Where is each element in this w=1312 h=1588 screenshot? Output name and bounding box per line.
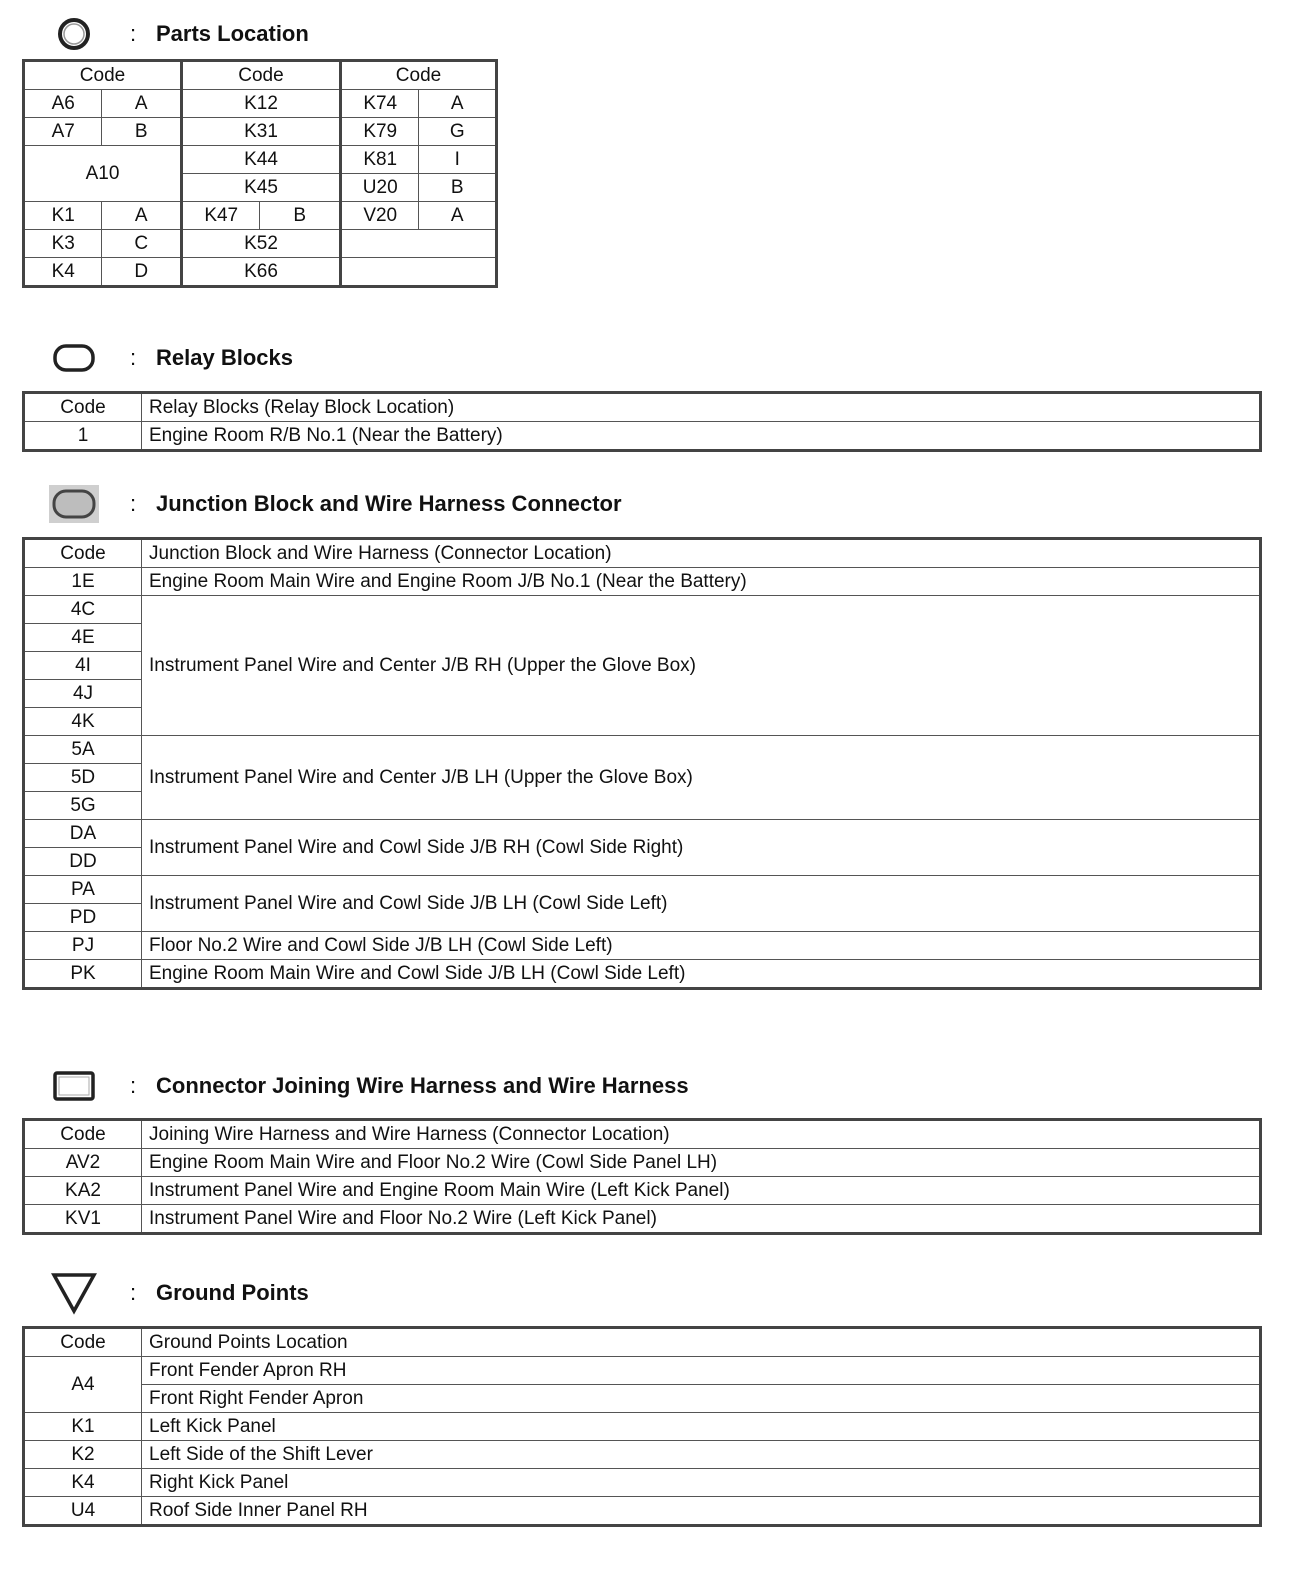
code-cell: 5D xyxy=(24,764,142,792)
table-header-row xyxy=(24,393,1261,422)
rounded-rect-outline-icon xyxy=(48,338,100,378)
table-row xyxy=(24,960,1261,989)
code-cell: K45 xyxy=(181,174,340,202)
code-cell: K44 xyxy=(181,146,340,174)
code-cell: KV1 xyxy=(24,1205,142,1234)
column-header: Code xyxy=(24,1328,142,1357)
section-colon: : xyxy=(130,1280,137,1305)
code-cell: K31 xyxy=(181,118,340,146)
description-cell: Left Side of the Shift Lever xyxy=(142,1441,1261,1469)
code-cell: A4 xyxy=(24,1357,142,1413)
section-title: Relay Blocks xyxy=(156,345,293,370)
column-header: Code xyxy=(24,393,142,422)
code-cell: K12 xyxy=(181,90,340,118)
section-title: Junction Block and Wire Harness Connector xyxy=(156,491,622,516)
table-row xyxy=(24,1149,1261,1177)
description-cell: Floor No.2 Wire and Cowl Side J/B LH (Cowl Side Left) xyxy=(142,932,1261,960)
code-cell: A10 xyxy=(24,146,182,202)
location-cell: A xyxy=(419,202,497,230)
description-cell: Right Kick Panel xyxy=(142,1469,1261,1497)
table-row xyxy=(24,932,1261,960)
triangle-down-icon xyxy=(48,1273,100,1313)
code-cell: K74 xyxy=(340,90,418,118)
relay-blocks-header xyxy=(48,338,293,378)
connector-joining-header xyxy=(48,1066,689,1106)
table-row xyxy=(24,736,1261,764)
description-cell: Instrument Panel Wire and Cowl Side J/B LH (Cowl Side Left) xyxy=(142,876,1261,932)
column-header: Relay Blocks (Relay Block Location) xyxy=(142,393,1261,422)
parts-location-header xyxy=(48,14,309,54)
table-header-row xyxy=(24,1328,1261,1357)
section-title: Parts Location xyxy=(156,21,309,46)
code-cell: KA2 xyxy=(24,1177,142,1205)
table-row xyxy=(24,90,497,118)
code-cell: DD xyxy=(24,848,142,876)
table-row xyxy=(24,146,497,174)
description-cell: Instrument Panel Wire and Floor No.2 Wire (Left Kick Panel) xyxy=(142,1205,1261,1234)
location-cell: B xyxy=(260,202,341,230)
table-row xyxy=(24,230,497,258)
column-header: Code xyxy=(24,539,142,568)
table-row xyxy=(24,422,1261,451)
location-cell: B xyxy=(102,118,182,146)
code-cell: PA xyxy=(24,876,142,904)
table-row xyxy=(24,1469,1261,1497)
code-cell: V20 xyxy=(340,202,418,230)
description-cell: Front Right Fender Apron xyxy=(142,1385,1261,1413)
table-row xyxy=(24,1177,1261,1205)
table-row xyxy=(24,596,1261,624)
location-cell: G xyxy=(419,118,497,146)
parts-location-table xyxy=(22,59,498,288)
code-cell: 1E xyxy=(24,568,142,596)
code-cell: K1 xyxy=(24,1413,142,1441)
column-header: Junction Block and Wire Harness (Connector Location) xyxy=(142,539,1261,568)
section-title: Ground Points xyxy=(156,1280,309,1305)
code-cell: K47 xyxy=(181,202,259,230)
location-cell: A xyxy=(102,202,182,230)
table-row xyxy=(24,1441,1261,1469)
column-header: Ground Points Location xyxy=(142,1328,1261,1357)
table-row xyxy=(24,876,1261,904)
column-header: Code xyxy=(340,61,496,90)
section-colon: : xyxy=(130,491,137,516)
code-cell: K52 xyxy=(181,230,340,258)
junction-block-table xyxy=(22,537,1262,990)
location-cell: A xyxy=(419,90,497,118)
section-title: Connector Joining Wire Harness and Wire Harness xyxy=(156,1073,689,1098)
table-header-row xyxy=(24,539,1261,568)
code-cell: AV2 xyxy=(24,1149,142,1177)
column-header: Code xyxy=(24,1120,142,1149)
description-cell: Instrument Panel Wire and Center J/B LH (Upper the Glove Box) xyxy=(142,736,1261,820)
code-cell: K4 xyxy=(24,1469,142,1497)
shaded-rounded-rect-icon xyxy=(48,484,100,524)
ground-points-table xyxy=(22,1326,1262,1527)
location-cell: B xyxy=(419,174,497,202)
code-cell: K79 xyxy=(340,118,418,146)
location-cell: C xyxy=(102,230,182,258)
location-cell: A xyxy=(102,90,182,118)
code-cell: U20 xyxy=(340,174,418,202)
description-cell: Engine Room R/B No.1 (Near the Battery) xyxy=(142,422,1261,451)
empty-cell xyxy=(340,230,496,258)
column-header: Code xyxy=(181,61,340,90)
column-header: Joining Wire Harness and Wire Harness (Connector Location) xyxy=(142,1120,1261,1149)
description-cell: Roof Side Inner Panel RH xyxy=(142,1497,1261,1526)
rect-outline-icon xyxy=(48,1066,100,1106)
description-cell: Left Kick Panel xyxy=(142,1413,1261,1441)
code-cell: U4 xyxy=(24,1497,142,1526)
relay-blocks-table xyxy=(22,391,1262,452)
code-cell: 4C xyxy=(24,596,142,624)
location-cell: D xyxy=(102,258,182,287)
code-cell: 5A xyxy=(24,736,142,764)
code-cell: PK xyxy=(24,960,142,989)
code-cell: 4E xyxy=(24,624,142,652)
description-cell: Instrument Panel Wire and Center J/B RH (Upper the Glove Box) xyxy=(142,596,1261,736)
table-row xyxy=(24,1357,1261,1385)
code-cell: K1 xyxy=(24,202,102,230)
table-row xyxy=(24,258,497,287)
table-row xyxy=(24,1385,1261,1413)
code-cell: A7 xyxy=(24,118,102,146)
table-row xyxy=(24,820,1261,848)
code-cell: 4K xyxy=(24,708,142,736)
code-cell: 4J xyxy=(24,680,142,708)
section-colon: : xyxy=(130,345,137,370)
description-cell: Engine Room Main Wire and Engine Room J/B No.1 (Near the Battery) xyxy=(142,568,1261,596)
location-cell: I xyxy=(419,146,497,174)
code-cell: A6 xyxy=(24,90,102,118)
code-cell: DA xyxy=(24,820,142,848)
empty-cell xyxy=(340,258,496,287)
code-cell: K2 xyxy=(24,1441,142,1469)
table-header-row xyxy=(24,1120,1261,1149)
section-colon: : xyxy=(130,1073,137,1098)
code-cell: 4I xyxy=(24,652,142,680)
table-row xyxy=(24,202,497,230)
table-row xyxy=(24,1413,1261,1441)
code-cell: K4 xyxy=(24,258,102,287)
code-cell: K81 xyxy=(340,146,418,174)
code-cell: PJ xyxy=(24,932,142,960)
code-cell: 1 xyxy=(24,422,142,451)
section-colon: : xyxy=(130,21,137,46)
junction-block-header xyxy=(48,484,622,524)
column-header: Code xyxy=(24,61,182,90)
circle-outline-icon xyxy=(48,14,100,54)
description-cell: Instrument Panel Wire and Cowl Side J/B RH (Cowl Side Right) xyxy=(142,820,1261,876)
table-row xyxy=(24,568,1261,596)
table-row xyxy=(24,1497,1261,1526)
code-cell: K66 xyxy=(181,258,340,287)
code-cell: PD xyxy=(24,904,142,932)
connector-joining-table xyxy=(22,1118,1262,1235)
description-cell: Instrument Panel Wire and Engine Room Main Wire (Left Kick Panel) xyxy=(142,1177,1261,1205)
table-header-row xyxy=(24,61,497,90)
table-row xyxy=(24,1205,1261,1234)
description-cell: Engine Room Main Wire and Cowl Side J/B LH (Cowl Side Left) xyxy=(142,960,1261,989)
table-row xyxy=(24,118,497,146)
code-cell: K3 xyxy=(24,230,102,258)
description-cell: Engine Room Main Wire and Floor No.2 Wire (Cowl Side Panel LH) xyxy=(142,1149,1261,1177)
description-cell: Front Fender Apron RH xyxy=(142,1357,1261,1385)
ground-points-header xyxy=(48,1273,309,1313)
code-cell: 5G xyxy=(24,792,142,820)
